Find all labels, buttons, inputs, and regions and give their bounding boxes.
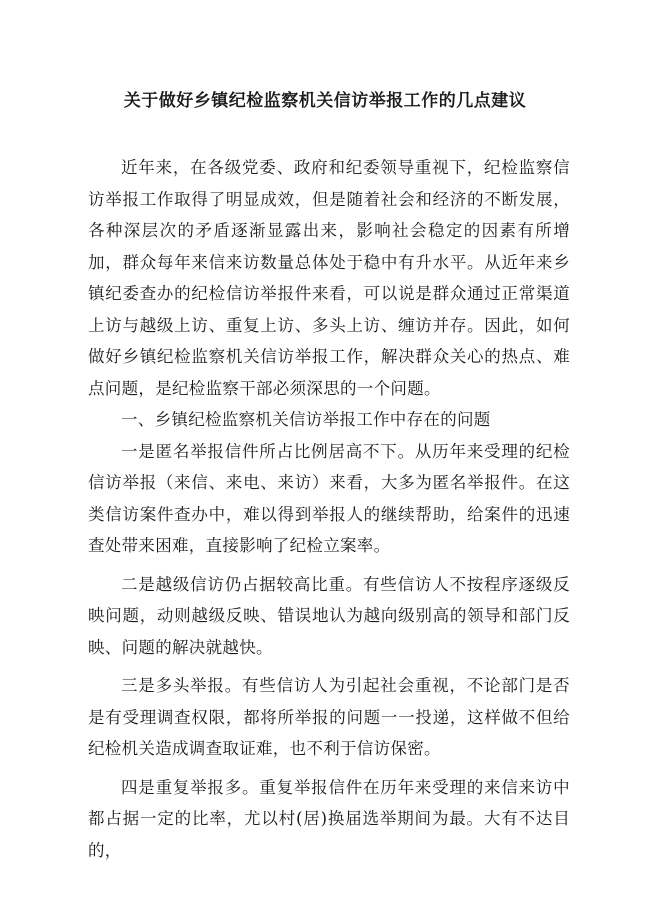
problem-paragraph-2: 二是越级信访仍占据较高比重。有些信访人不按程序逐级反映问题，动则越级反映、错误地认为越向级别高的领导和部门反映、问题的解决就越快。 bbox=[88, 574, 570, 657]
document-title: 关于做好乡镇纪检监察机关信访举报工作的几点建议 bbox=[123, 91, 527, 111]
problem-paragraph-1: 一是匿名举报信件所占比例居高不下。从历年来受理的纪检信访举报（来信、来电、来访）来看，大多为匿名举报件。在这类信访案件查办中，难以得到举报人的继续帮助，给案件的迅速查处带来困难，直接影响了纪检立案率。 bbox=[88, 441, 570, 555]
problem-paragraph-4: 四是重复举报多。重复举报信件在历年来受理的来信来访中都占据一定的比率，尤以村(居)换届选举期间为最。大有不达目的， bbox=[88, 777, 570, 860]
intro-paragraph: 近年来，在各级党委、政府和纪委领导重视下，纪检监察信访举报工作取得了明显成效，但是随着社会和经济的不断发展，各种深层次的矛盾逐渐显露出来，影响社会稳定的因素有所增加，群众每年来信来访数量总体处于稳中有升水平。从近年来乡镇纪委查办的纪检信访举报件来看，可以说是群众通过正常渠道上访与越级上访、重复上访、多头上访、缠访并存。因此，如何做好乡镇纪检监察机关信访举报工作，解决群众关心的热点、难点问题，是纪检监察干部必须深思的一个问题。 bbox=[88, 158, 570, 398]
document-body bbox=[88, 152, 570, 866]
problem-paragraph-3: 三是多头举报。有些信访人为引起社会重视，不论部门是否是有受理调查权限，都将所举报的问题一一投递，这样做不但给纪检机关造成调查取证难，也不利于信访保密。 bbox=[88, 676, 570, 758]
section-heading-problems: 一、乡镇纪检监察机关信访举报工作中存在的问题 bbox=[121, 410, 491, 429]
